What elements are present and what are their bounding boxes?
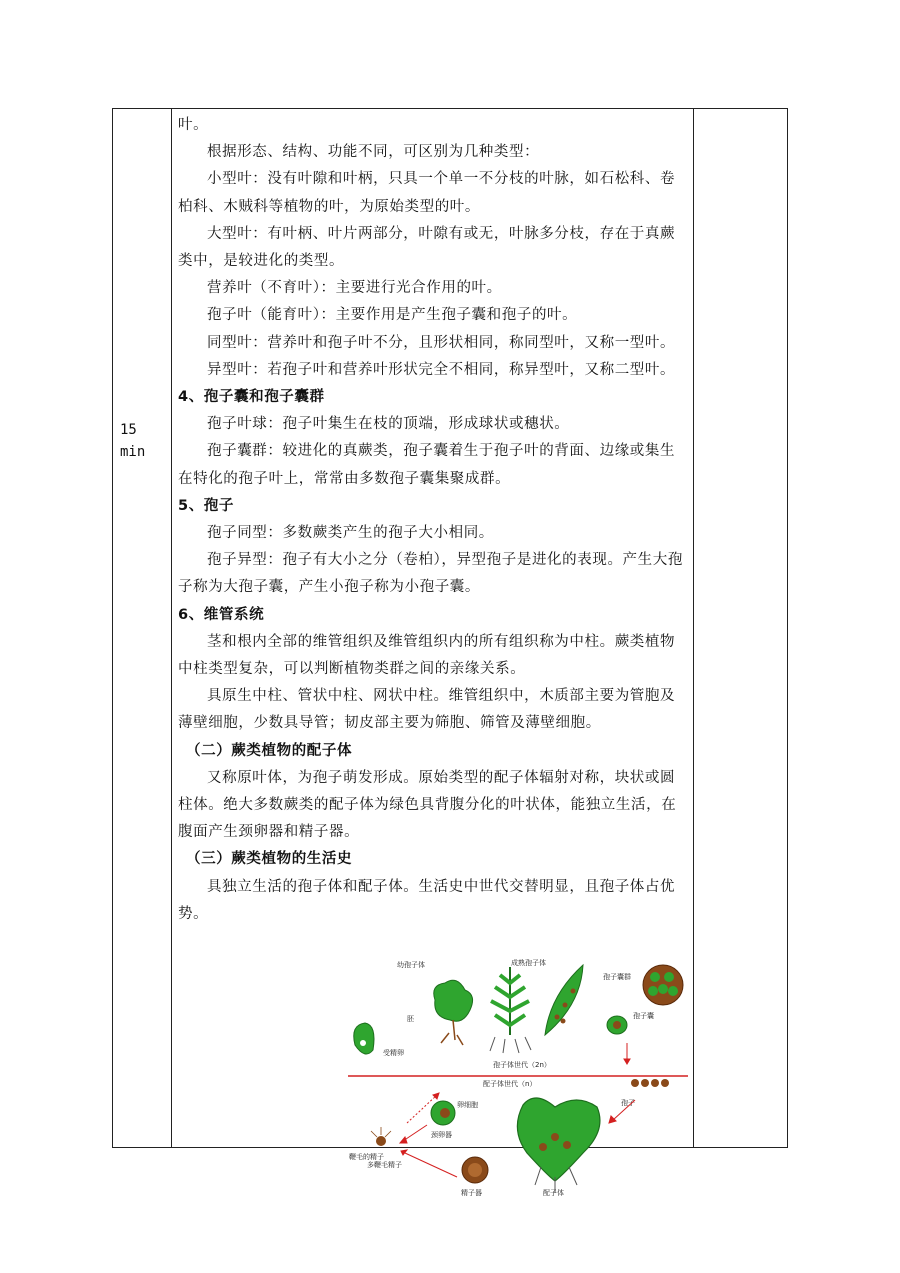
archegonium-illustration [431,1101,455,1125]
paragraph: 小型叶：没有叶隙和叶柄，只具一个单一不分枝的叶脉，如石松科、卷柏科、木贼科等植物的叶，为原始类型的叶。 [178,171,676,215]
mature-sporophyte-illustration [490,967,531,1053]
gametophyte-illustration [517,1098,600,1193]
section-heading: （三）蕨类植物的生活史 [186,851,353,868]
section-heading: 5、孢子 [178,497,234,514]
paragraph: 同型叶：营养叶和孢子叶不分，且形状相同，称同型叶，又称一型叶。 [207,334,676,351]
paragraph: 孢子叶（能育叶）：主要作用是产生孢子囊和孢子的叶。 [207,307,578,324]
column-divider [171,109,172,1147]
paragraph: 叶。 [178,117,209,133]
fertilized-egg-label: 受精卵 [383,1049,404,1057]
sorus-cluster-illustration [643,965,683,1005]
section-heading: （二）蕨类植物的配子体 [186,742,353,759]
fern-life-cycle-diagram [345,955,690,1205]
sporangium-illustration [607,1016,627,1034]
spores-illustration [631,1079,669,1087]
gametophyte-label: 配子体 [543,1189,564,1197]
section-heading: 6、维管系统 [178,606,265,623]
paragraph: 具独立生活的孢子体和配子体。生活史中世代交替明显，且孢子体占优势。 [178,878,676,922]
embryo-label: 胚 [407,1015,414,1023]
sorus-label: 孢子囊群 [603,973,631,981]
sperm-label-top: 鞭毛的精子 [349,1153,384,1161]
section-heading: 4、孢子囊和孢子囊群 [178,389,325,406]
column-divider [693,109,694,1147]
paragraph: 大型叶：有叶柄、叶片两部分，叶隙有或无，叶脉多分枝，存在于真蕨类中，是较进化的类型。 [178,225,676,270]
paragraph: 孢子囊群：较进化的真蕨类，孢子囊着生于孢子叶的背面、边缘或集生在特化的孢子叶上，常常由多数孢子囊集聚成群。 [178,443,676,487]
sperm-illustration [371,1127,391,1146]
paragraph: 营养叶（不育叶）：主要进行光合作用的叶。 [207,280,502,297]
spore-label: 孢子 [621,1099,635,1107]
antheridium-label: 精子器 [461,1189,482,1197]
lesson-content [178,112,690,928]
paragraph: 具原生中柱、管状中柱、网状中柱。维管组织中，木质部主要为管胞及薄壁细胞，少数具导管；韧皮部主要为筛胞、筛管及薄壁细胞。 [178,688,676,732]
paragraph: 又称原叶体，为孢子萌发形成。原始类型的配子体辐射对称，块状或圆柱体。绝大多数蕨类的配子体为绿色具背腹分化的叶状体，能独立生活，在腹面产生颈卵器和精子器。 [178,769,677,841]
sorus-leaf-illustration [545,965,583,1035]
egg-label: 卵细胞 [457,1101,478,1109]
paragraph: 异型叶：若孢子叶和营养叶形状完全不相同，称异型叶，又称二型叶。 [207,361,676,378]
young-sporophyte-illustration [434,980,473,1045]
gametophyte-generation-label: 配子体世代（n） [483,1080,537,1088]
paragraph: 茎和根内全部的维管组织及维管组织内的所有组织称为中柱。蕨类植物中柱类型复杂，可以判断植物类群之间的亲缘关系。 [178,633,676,678]
mature-sporophyte-label: 成熟孢子体 [511,959,546,967]
antheridium-illustration [462,1157,488,1183]
time-value: 15 [120,422,137,438]
sperm-label-bottom: 多鞭毛精子 [367,1161,402,1169]
paragraph: 孢子叶球：孢子叶集生在枝的顶端，形成球状或穗状。 [207,416,570,433]
sporophyte-generation-label: 孢子体世代（2n） [493,1061,551,1069]
time-cell [120,419,145,463]
paragraph: 孢子同型：多数蕨类产生的孢子大小相同。 [207,525,494,542]
young-sporophyte-label: 幼孢子体 [397,961,425,969]
paragraph: 孢子异型：孢子有大小之分（卷柏），异型孢子是进化的表现。产生大孢子称为大孢子囊，产生小孢子称为小孢子囊。 [178,552,683,596]
fertilized-egg-illustration [354,1023,374,1054]
paragraph: 根据形态、结构、功能不同，可区别为几种类型： [207,144,540,161]
sporangium-label: 孢子囊 [633,1012,654,1020]
archegonium-label: 颈卵器 [431,1131,452,1139]
time-unit: min [120,444,146,460]
